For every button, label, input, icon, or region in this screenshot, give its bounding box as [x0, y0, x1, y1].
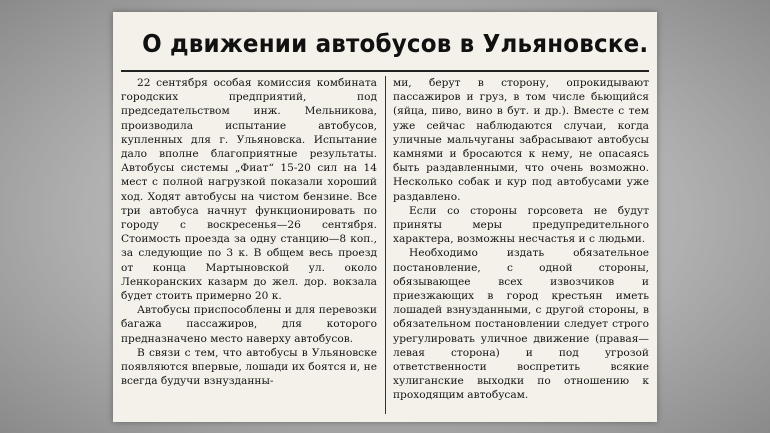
newspaper-clipping: [113, 12, 657, 422]
article-column-left: [121, 76, 377, 416]
paragraph-1: 22 сентября особая комиссия комбината городских предприятий, под председательством инж. Мельникова, производила испытание автобусов, купленных для г. Ульяновска. Испытание дало вполне благоприятные результаты. Автобусы системы „Фиат“ 15-20 сил на 14 мест с полной нагрузкой показали хороший ход. Ходят автобусы на чистом бензине. Все три автобуса начнут функционировать по городу с воскресенья—26 сентября. Стоимость проезда за одну станцию—8 коп., за следующие по 3 к. В общем весь проезд от конца Мартыновской ул. около Ленкоранских казарм до жел. дор. вокзала будет стоить примерно 20 к.: [121, 77, 377, 303]
article-column-right: [393, 76, 649, 416]
headline-rule: [121, 70, 649, 72]
article-headline: О движении автобусов в Ульяновске.: [142, 29, 649, 58]
paragraph-2: Автобусы приспособлены и для перевозки багажа пассажиров, для которого предназначено место наверху автобусов.: [121, 304, 377, 345]
paragraph-4: Если со стороны горсовета не будут приняты меры предупредительного характера, возможны несчастья и с людьми.: [393, 204, 649, 246]
paragraph-3-continuation: ми, берут в сторону, опрокидывают пассажиров и груз, в том числе бьющийся (яйца, пиво, вино в бут. и др.). Вместе с тем уже сейчас наблюдаются случаи, когда уличные мальчуганы забрасывают автобусы камнями и бросаются к нему, не опасаясь быть раздавленными, что очень возможно. Несколько собак и кур под автобусами уже раздавлено.: [393, 77, 649, 203]
paragraph-5: Необходимо издать обязательное постановление, с одной стороны, обязывающее всех извозчиков и приезжающих в город крестьян иметь лошадей взнузданными, с другой стороны, в обязательном постановлении следует строго урегулировать уличное движение (правая—левая сторона) и под угрозой ответственности воспретить всякие хулиганские выходки по отношению к проходящим автобусам.: [393, 247, 649, 402]
column-divider: [385, 76, 386, 414]
paragraph-3: В связи с тем, что автобусы в Ульяновске появляются впервые, лошади их боятся и, не всегда будучи взнузданны-: [121, 346, 377, 388]
